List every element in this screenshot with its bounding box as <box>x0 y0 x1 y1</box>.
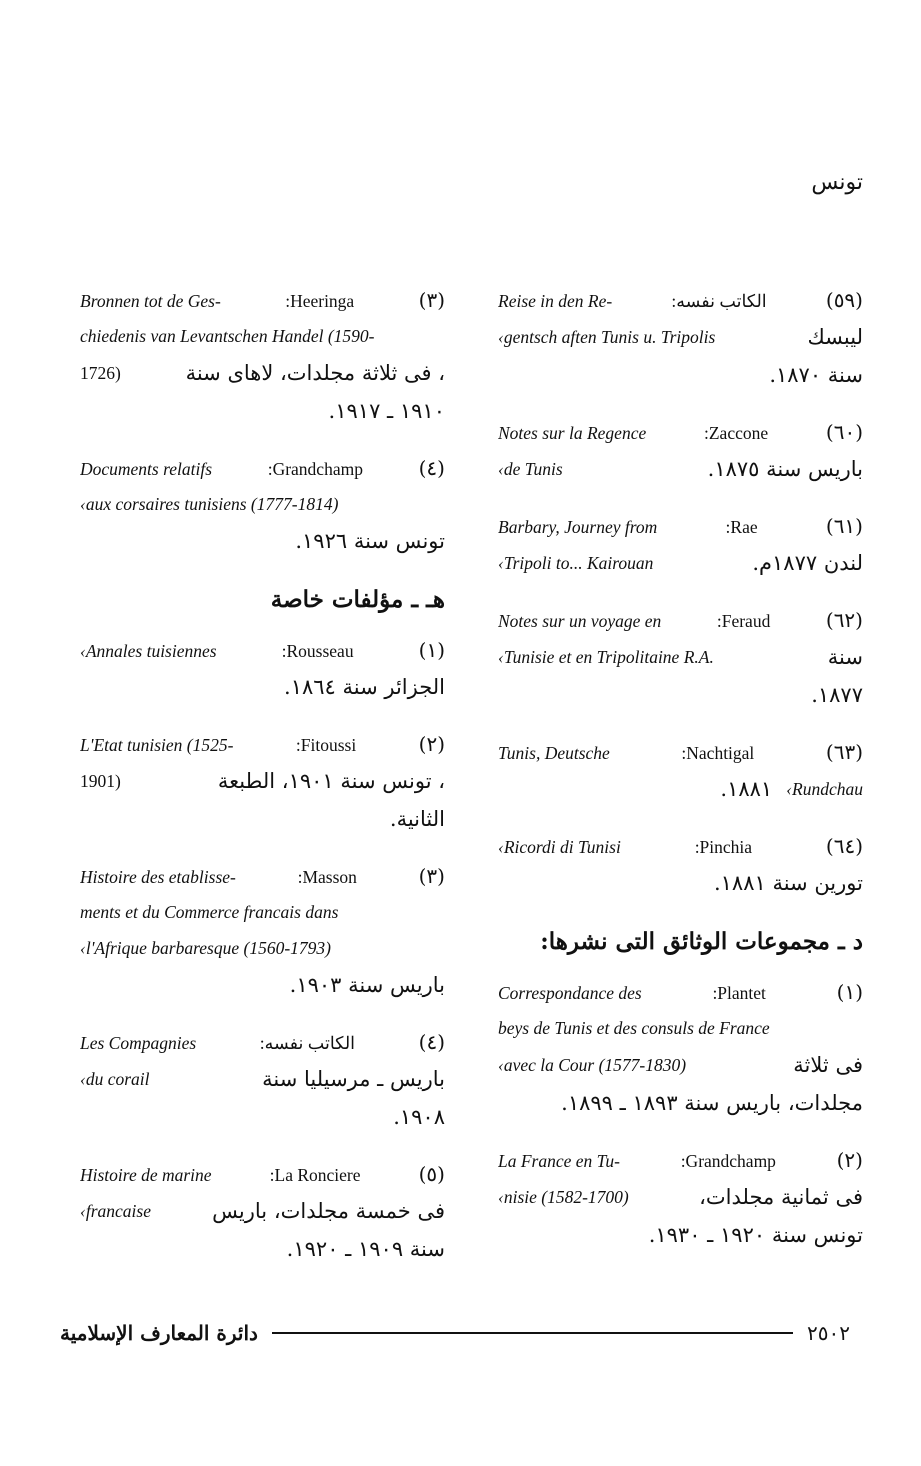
entry-title-cont: ‹Tunisie et en Tripolitaine R.A. <box>498 647 714 667</box>
entry-number: (٦٢) <box>825 608 863 632</box>
entry-title: Notes sur un voyage en <box>498 611 662 631</box>
entry-number: (٤) <box>418 456 445 480</box>
entry-date-range: 1726) <box>80 363 121 383</box>
entry-author: :Grandchamp <box>267 459 363 479</box>
entry-author: :Pinchia <box>694 837 753 857</box>
entry-number: (٥٩) <box>825 288 863 312</box>
entry-place: تورين سنة ١٨٨١. <box>713 871 863 895</box>
entry-number: (٦٠) <box>825 420 863 444</box>
entry-title-cont: ‹nisie (1582-1700) <box>498 1187 629 1207</box>
section-heading-d: د ـ مجموعات الوثائق التى نشرها: <box>540 928 863 955</box>
entry-title: Tunis, Deutsche <box>498 743 610 763</box>
entry-date-range: 1901) <box>80 771 121 791</box>
entry-title-cont: ‹de Tunis <box>498 459 563 479</box>
bib-entry-59 <box>498 282 863 394</box>
entry-title-cont: ‹avec la Cour (1577-1830) <box>498 1055 687 1075</box>
entry-title: L'Etat tunisien (1525- <box>80 735 234 755</box>
entry-title-cont: beys de Tunis et des consuls de France <box>498 1018 770 1038</box>
entry-author: :Masson <box>297 867 357 887</box>
entry-title: ‹Ricordi di Tunisi <box>498 837 621 857</box>
bib-entry-60 <box>498 414 863 488</box>
bib-entry-c3 <box>80 282 445 430</box>
entry-title-cont: ‹l'Afrique barbaresque (1560-1793) <box>80 938 331 958</box>
bib-entry-62 <box>498 602 863 714</box>
entry-place: باريس سنة ١٨٧٥. <box>707 457 863 481</box>
entry-title: Histoire de marine <box>80 1165 212 1185</box>
entry-title-cont: ‹gentsch aften Tunis u. Tripolis <box>498 327 716 347</box>
entry-title-cont: chiedenis van Levantschen Handel (1590- <box>80 326 375 346</box>
entry-place: ليبسك <box>807 325 863 349</box>
entry-author: :الكاتب نفسه <box>671 291 767 311</box>
bib-entry-h4 <box>80 1024 445 1136</box>
bib-entry-d2 <box>498 1142 863 1254</box>
entry-place: باريس سنة ١٩٠٣. <box>289 973 445 997</box>
entry-title-cont: ‹francaise <box>80 1201 151 1221</box>
entry-volumes: فى ثلاثة <box>793 1053 863 1077</box>
entry-place: تونس سنة ١٩٢٦. <box>295 529 445 553</box>
entry-title-cont: ‹Rundchau <box>786 779 863 799</box>
bib-entry-63 <box>498 734 863 808</box>
right-column <box>498 282 863 1274</box>
entry-place: سنة <box>827 645 863 669</box>
entry-number: (٦٤) <box>825 834 863 858</box>
entry-volumes: ، فى ثلاثة مجلدات، لاهاى سنة <box>185 361 445 385</box>
entry-place: الجزائر سنة ١٨٦٤. <box>284 675 445 699</box>
entry-title: Bronnen tot de Ges- <box>80 291 221 311</box>
entry-number: (١) <box>836 980 863 1004</box>
bib-entry-h5 <box>80 1156 445 1268</box>
entry-place: ، تونس سنة ١٩٠١، الطبعة <box>217 769 445 793</box>
bib-entry-61 <box>498 508 863 582</box>
entry-place: لندن ١٨٧٧م. <box>752 551 863 575</box>
entry-date: ١٨٧٧. <box>811 683 863 707</box>
entry-title: Les Compagnies <box>80 1033 197 1053</box>
entry-volumes: فى خمسة مجلدات، باريس <box>212 1199 445 1223</box>
entry-number: (٢) <box>836 1148 863 1172</box>
entry-author: :Heeringa <box>285 291 355 311</box>
page-number: ٢٥٠٢ <box>807 1321 850 1345</box>
bib-entry-64 <box>498 828 863 902</box>
entry-author: :Grandchamp <box>680 1151 776 1171</box>
entry-volumes: فى ثمانية مجلدات، <box>699 1185 863 1209</box>
entry-date: ١٩٠٨. <box>393 1105 445 1129</box>
publication-title: دائرة المعارف الإسلامية <box>60 1321 258 1345</box>
running-head: تونس <box>811 170 863 195</box>
entry-number: (٤) <box>418 1030 445 1054</box>
entry-author: :La Ronciere <box>269 1165 361 1185</box>
entry-number: (٣) <box>418 864 445 888</box>
entry-author: :Plantet <box>712 983 766 1003</box>
bib-entry-h2 <box>80 726 445 838</box>
footer-rule <box>272 1332 793 1334</box>
entry-author: :Nachtigal <box>681 743 755 763</box>
entry-title-cont: ‹du corail <box>80 1069 150 1089</box>
entry-author: :Rousseau <box>281 641 354 661</box>
section-heading-h: هـ ـ مؤلفات خاصة <box>270 586 445 613</box>
bib-entry-h1 <box>80 632 445 706</box>
entry-title: Reise in den Re- <box>498 291 613 311</box>
entry-author: :Zaccone <box>704 423 769 443</box>
entry-title: Barbary, Journey from <box>498 517 658 537</box>
entry-title: Documents relatifs <box>80 459 213 479</box>
bib-entry-c4 <box>80 450 445 560</box>
entry-date: سنة ١٩٠٩ ـ ١٩٢٠. <box>286 1237 445 1261</box>
entry-title: Histoire des etablisse- <box>80 867 236 887</box>
entry-title: Notes sur la Regence <box>498 423 647 443</box>
left-column <box>80 282 445 1288</box>
entry-place: مجلدات، باريس سنة ١٨٩٣ ـ ١٨٩٩. <box>561 1091 863 1115</box>
entry-number: (٢) <box>418 732 445 756</box>
entry-title-cont: ‹Tripoli to... Kairouan <box>498 553 654 573</box>
entry-author: :Fitoussi <box>295 735 357 755</box>
page-footer <box>60 1318 850 1348</box>
entry-number: (٦٣) <box>825 740 863 764</box>
entry-number: (٦١) <box>825 514 863 538</box>
entry-title-cont: ‹aux corsaires tunisiens (1777-1814) <box>80 494 339 514</box>
bib-entry-h3 <box>80 858 445 1004</box>
entry-author: :Rae <box>725 517 758 537</box>
entry-date: سنة ١٨٧٠. <box>769 363 863 387</box>
entry-number: (٥) <box>418 1162 445 1186</box>
entry-author: :الكاتب نفسه <box>259 1033 356 1053</box>
entry-date: ١٨٨١. <box>720 777 773 801</box>
entry-title-cont: ments et du Commerce francais dans <box>80 902 339 922</box>
entry-date: ١٩١٠ ـ ١٩١٧. <box>328 399 445 423</box>
entry-number: (٣) <box>418 288 445 312</box>
entry-edition: الثانية. <box>389 807 445 831</box>
entry-number: (١) <box>418 638 445 662</box>
bib-entry-d1 <box>498 974 863 1122</box>
entry-title: La France en Tu- <box>498 1151 621 1171</box>
entry-author: :Feraud <box>716 611 771 631</box>
entry-place: تونس سنة ١٩٢٠ ـ ١٩٣٠. <box>648 1223 863 1247</box>
entry-title: ‹Annales tuisiennes <box>80 641 217 661</box>
entry-title: Correspondance des <box>498 983 642 1003</box>
entry-place: باريس ـ مرسيليا سنة <box>262 1067 445 1091</box>
